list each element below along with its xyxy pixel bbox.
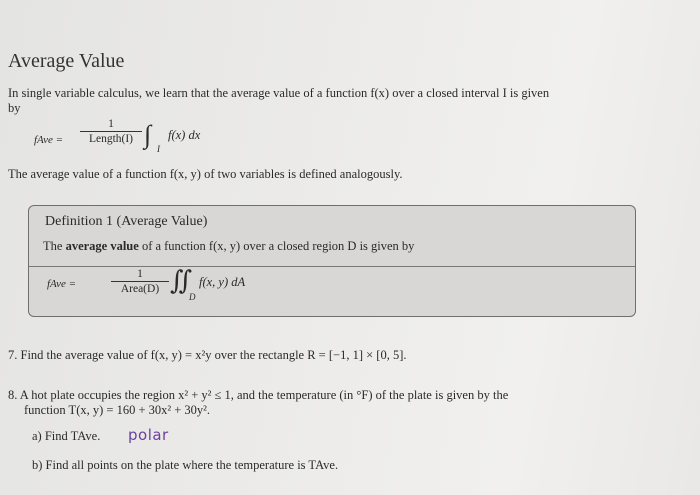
part-a: a) Find TAve. — [32, 429, 101, 443]
formula2-integrand: f(x, y) dA — [199, 275, 246, 289]
definition-statement — [43, 239, 414, 254]
formula2-lhs: fAve = — [47, 278, 77, 290]
fraction-bar — [80, 131, 142, 132]
formula2-double-integral-sign: ∬ — [170, 266, 193, 295]
intro-line-2: by — [8, 101, 21, 115]
definition-heading: Definition 1 (Average Value) — [45, 214, 208, 229]
formula1-integrand: f(x) dx — [168, 128, 201, 142]
fraction-bar — [111, 281, 169, 282]
definition-box — [28, 205, 636, 317]
problem-7: 7. Find the average value of f(x, y) = x²y over the rectangle R = [−1, 1] × [0, 5]. — [8, 348, 407, 362]
two-variable-line: The average value of a function f(x, y) of two variables is defined analogously. — [8, 167, 403, 181]
formula1-integral-sign: ∫ — [144, 120, 152, 149]
formula1-numerator: 1 — [108, 118, 114, 130]
formula1-fraction — [80, 118, 142, 145]
formula2-fraction — [111, 268, 169, 295]
formula2-denominator: Area(D) — [120, 283, 160, 295]
formula2-subscript: D — [189, 292, 196, 302]
intro-line-1: In single variable calculus, we learn that the average value of a function f(x) over a closed interval I is given — [8, 86, 550, 100]
definition-term: average value — [65, 239, 139, 253]
problem-8-line-1: 8. A hot plate occupies the region x² + y² ≤ 1, and the temperature (in °F) of the plate is given by the — [8, 388, 509, 402]
definition-statement-post: of a function f(x, y) over a closed region D is given by — [141, 239, 415, 253]
definition-header — [29, 206, 635, 267]
definition-statement-pre: The — [43, 239, 63, 253]
part-b: b) Find all points on the plate where the temperature is TAve. — [32, 458, 339, 472]
formula1-lhs: fAve = — [34, 134, 64, 146]
problem-8-line-2: function T(x, y) = 160 + 30x² + 30y². — [24, 403, 211, 417]
formula2-numerator: 1 — [137, 268, 143, 280]
page-title: Average Value — [8, 50, 125, 72]
formula1-denominator: Length(I) — [88, 133, 134, 145]
formula1-subscript: I — [157, 144, 160, 154]
handwritten-note: polar — [128, 426, 169, 444]
